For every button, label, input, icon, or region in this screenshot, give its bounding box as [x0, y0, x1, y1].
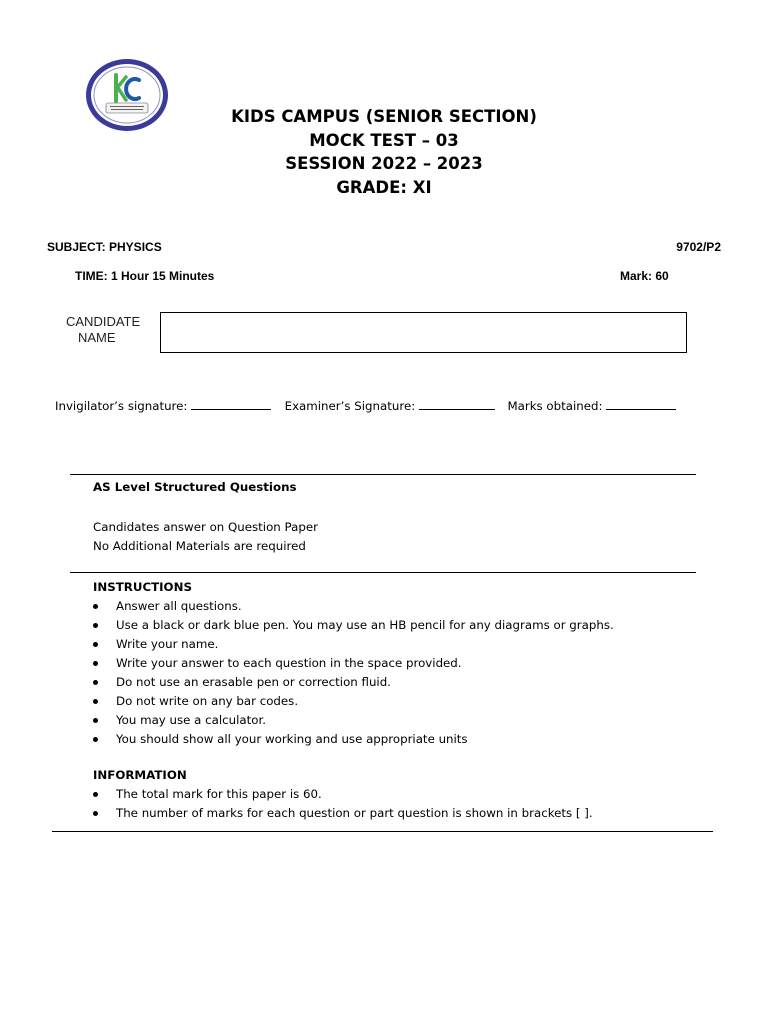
- candidate-label-line2: NAME: [78, 330, 116, 345]
- invigilator-signature-blank[interactable]: [191, 398, 271, 410]
- paper-type: AS Level Structured Questions: [93, 480, 297, 494]
- information-item: The number of marks for each question or part question is shown in brackets [ ].: [93, 804, 593, 823]
- instruction-item: Do not use an erasable pen or correction fluid.: [93, 673, 614, 692]
- marks-obtained-label: Marks obtained:: [507, 399, 603, 413]
- answer-on-note: Candidates answer on Question Paper: [93, 520, 318, 534]
- paper-code: 9702/P2: [676, 240, 721, 254]
- signature-row: [55, 398, 676, 413]
- invigilator-signature-label: Invigilator’s signature:: [55, 399, 188, 413]
- time-label: TIME: 1 Hour 15 Minutes: [75, 269, 215, 283]
- information-item: The total mark for this paper is 60.: [93, 785, 593, 804]
- materials-note: No Additional Materials are required: [93, 539, 306, 553]
- information-list: [93, 785, 593, 823]
- school-name: KIDS CAMPUS (SENIOR SECTION): [231, 107, 537, 126]
- instruction-item: You may use a calculator.: [93, 711, 614, 730]
- examiner-signature-blank[interactable]: [419, 398, 495, 410]
- marks-obtained-blank[interactable]: [606, 398, 676, 410]
- instruction-item: Write your answer to each question in the space provided.: [93, 654, 614, 673]
- candidate-name-label: [66, 314, 156, 346]
- information-heading: INFORMATION: [93, 768, 187, 782]
- grade-title: GRADE: XI: [336, 178, 432, 197]
- instruction-item: Do not write on any bar codes.: [93, 692, 614, 711]
- candidate-name-field[interactable]: [160, 312, 687, 353]
- instruction-item: You should show all your working and use appropriate units: [93, 730, 614, 749]
- instructions-heading: INSTRUCTIONS: [93, 580, 192, 594]
- divider-top: [70, 474, 696, 475]
- instructions-list: [93, 597, 614, 749]
- total-mark: Mark: 60: [620, 269, 669, 283]
- subject-label: SUBJECT: PHYSICS: [47, 240, 162, 254]
- test-title: MOCK TEST – 03: [309, 131, 459, 150]
- instruction-item: Answer all questions.: [93, 597, 614, 616]
- candidate-label-line1: CANDIDATE: [66, 314, 141, 329]
- divider-bottom: [52, 831, 713, 832]
- instruction-item: Use a black or dark blue pen. You may use an HB pencil for any diagrams or graphs.: [93, 616, 614, 635]
- session-title: SESSION 2022 – 2023: [285, 154, 483, 173]
- divider-middle: [70, 572, 696, 573]
- examiner-signature-label: Examiner’s Signature:: [284, 399, 416, 413]
- instruction-item: Write your name.: [93, 635, 614, 654]
